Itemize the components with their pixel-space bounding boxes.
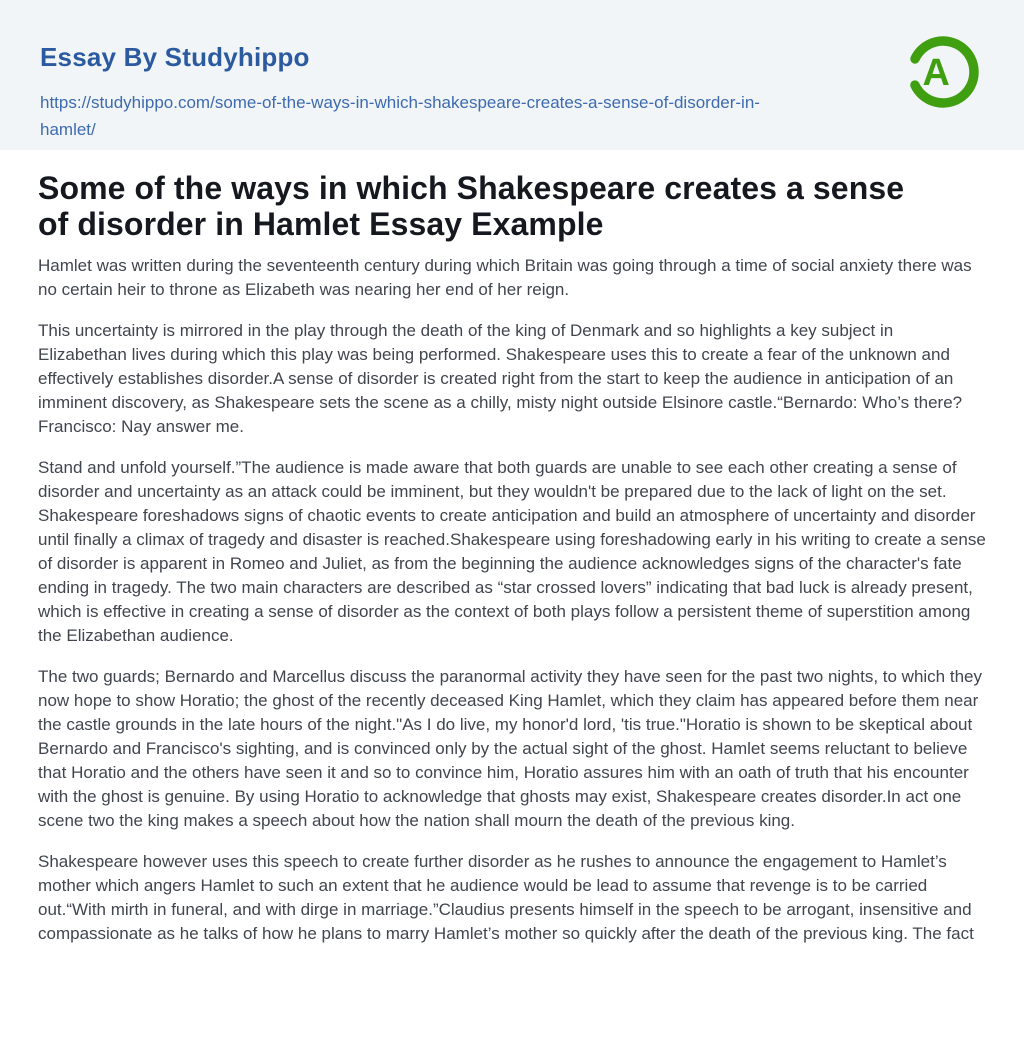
article-paragraph: Hamlet was written during the seventeenth century during which Britain was going through a time of social anxiety there was no certain heir to throne as Elizabeth was nearing her end of her reign. xyxy=(38,256,972,299)
article-title: Some of the ways in which Shakespeare creates a sense of disorder in Hamlet Essay Example xyxy=(38,170,905,242)
article-paragraph: Shakespeare however uses this speech to create further disorder as he rushes to announce the engagement to Hamlet’s mother which angers Hamlet to such an extent that he audience would be lead to assume that revenge is to be carried out.“With mirth in funeral, and with dirge in marriage.”Claudius presents himself in the speech to be arrogant, insensitive and compassionate as he talks of how he plans to marry Hamlet’s mother so quickly after the death of the previous king. The fact xyxy=(38,852,974,943)
header-text-block xyxy=(40,0,770,143)
logo-letter: A xyxy=(922,51,950,94)
site-label: Essay By Studyhippo xyxy=(40,42,310,72)
article-body xyxy=(38,254,986,946)
article-paragraph: Stand and unfold yourself.”The audience is made aware that both guards are unable to see each other creating a sense of disorder and uncertainty as an attack could be imminent, but they wouldn't be prepared due to the lack of light on the set. Shakespeare foreshadows signs of chaotic events to create anticipation and build an atmosphere of uncertainty and disorder until finally a climax of tragedy and disaster is reached.Shakespeare using foreshadowing early in his writing to create a sense of disorder is apparent in Romeo and Juliet, as from the beginning the audience acknowledges signs of the character's fate ending in tragedy. The two main characters are described as “star crossed lovers” indicating that bad luck is already present, which is effective in creating a sense of disorder as the context of both plays follow a persistent theme of superstition among the Elizabethan audience. xyxy=(38,458,986,645)
article-paragraph: The two guards; Bernardo and Marcellus discuss the paranormal activity they have seen for the past two nights, to which they now hope to show Horatio; the ghost of the recently deceased King Hamlet, which they claim has appeared before them near the castle grounds in the late hours of the night."As I do live, my honor'd lord, 'tis true."Horatio is shown to be skeptical about Bernardo and Francisco's sighting, and is convinced only by the actual sight of the ghost. Hamlet seems reluctant to believe that Horatio and the others have seen it and so to convince him, Horatio assures him with an oath of truth that his encounter with the ghost is genuine. By using Horatio to acknowledge that ghosts may exist, Shakespeare creates disorder.In act one scene two the king makes a speech about how the nation shall mourn the death of the previous king. xyxy=(38,667,982,830)
essay-url-link[interactable]: https://studyhippo.com/some-of-the-ways-in-which-shakespeare-creates-a-sense-of-disorder-in-hamlet/ xyxy=(40,93,760,139)
page-header xyxy=(0,0,1024,150)
article-paragraph: This uncertainty is mirrored in the play through the death of the king of Denmark and so highlights a key subject in Elizabethan lives during which this play was being performed. Shakespeare uses this to create a fear of the unknown and effectively establishes disorder.A sense of disorder is created right from the start to keep the audience in anticipation of an imminent discovery, as Shakespeare sets the scene as a chilly, misty night outside Elsinore castle.“Bernardo: Who’s there?Francisco: Nay answer me. xyxy=(38,321,963,436)
studyhippo-logo xyxy=(900,29,986,115)
article-content xyxy=(0,170,1024,946)
